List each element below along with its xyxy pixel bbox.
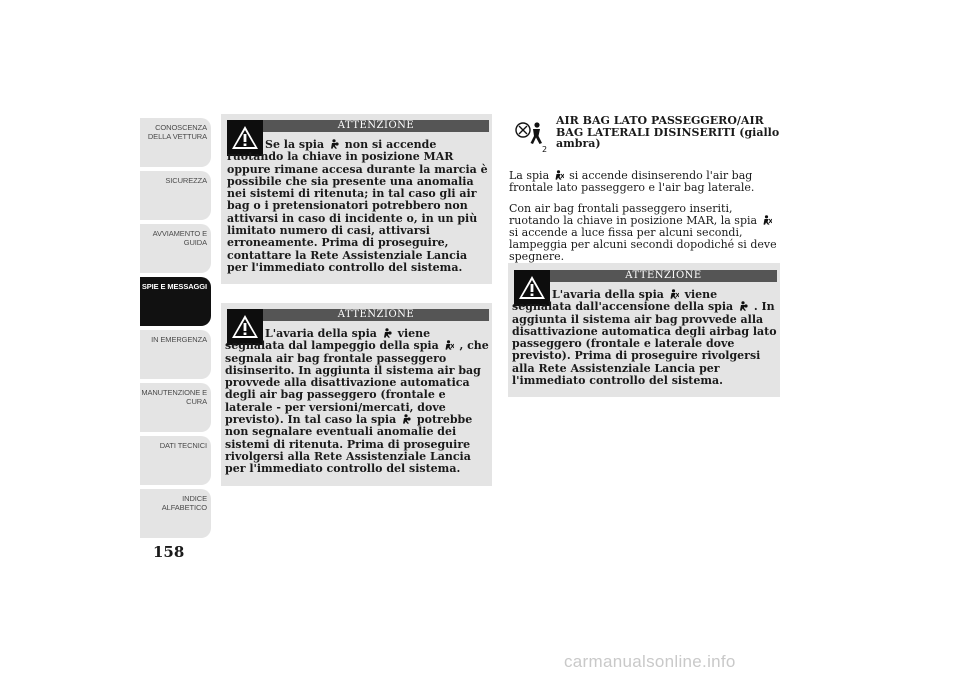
tab-manutenzione[interactable]: MANUTENZIONE E CURA <box>140 383 211 432</box>
warning-header: ATTENZIONE <box>263 309 489 321</box>
tab-indice[interactable]: INDICE ALFABETICO <box>140 489 211 538</box>
tab-emergenza[interactable]: IN EMERGENZA <box>140 330 211 379</box>
tab-avviamento[interactable]: AVVIAMENTO E GUIDA <box>140 224 211 273</box>
passenger-airbag-off-icon <box>670 289 679 299</box>
warning-text-1: Se la spia non si accende ruotando la chiave in posizione MAR oppure rimane accesa durante la marcia è possibile che sia presente una anomalia nei sistemi di ritenuta; in tal caso gli air bag o i pretensionatori potrebbero non attivarsi in caso di incidente o, in un più limitato numero di casi, attivarsi erroneamente. Prima di proseguire, contattare la Rete Assistenziale Lancia per l'immediato controllo del sistema. <box>227 138 488 274</box>
watermark: carmanualsonline.info <box>564 652 736 671</box>
section-paragraph-1: La spia si accende disinserendo l'air bag frontale lato passeggero e l'air bag laterale. <box>509 169 755 194</box>
airbag-lamp-icon <box>739 301 748 311</box>
warning-text-3: L'avaria della spia viene segnalata dall'accensione della spia . In aggiunta il sistema air bag provvede alla disattivazione automatica degli airbag lato passeggero (frontale e laterale dove previsto). Prima di proseguire rivolgersi alla Rete Assistenziale Lancia per l'immediato controllo del sistema. <box>512 288 777 388</box>
warning-box-2 <box>221 303 492 486</box>
passenger-airbag-off-icon <box>763 215 772 225</box>
tab-sicurezza[interactable]: SICUREZZA <box>140 171 211 220</box>
svg-text:2: 2 <box>542 145 548 154</box>
page-number: 158 <box>153 543 185 561</box>
section-paragraph-2: Con air bag frontali passeggero inseriti, ruotando la chiave in posizione MAR, la spia si accende a luce fissa per alcuni secondi, lampeggia per alcuni secondi dopodiché si deve spegnere. <box>509 202 777 263</box>
section-title: AIR BAG LATO PASSEGGERO/AIR BAG LATERALI DISINSERITI (giallo ambra) <box>556 114 780 150</box>
warning-header: ATTENZIONE <box>263 120 489 132</box>
warning-header: ATTENZIONE <box>550 270 777 282</box>
passenger-airbag-off-lamp-icon <box>509 118 551 156</box>
airbag-lamp-icon <box>402 414 411 424</box>
warning-box-1 <box>221 114 492 284</box>
passenger-airbag-off-icon <box>445 340 454 350</box>
warning-box-3 <box>508 263 780 397</box>
passenger-airbag-off-icon <box>555 170 564 180</box>
warning-text-2: L'avaria della spia viene segnalata dal lampeggio della spia , che segnala air bag frontale passeggero disinserito. In aggiunta il sistema air bag provvede alla disattivazione automatica degli air bag passeggero (frontale e laterale - per versioni/mercati, dove previsto). In tal caso la spia potrebbe non segnalare eventuali anomalie dei sistemi di ritenuta. Prima di proseguire rivolgersi alla Rete Assistenziale Lancia per l'immediato controllo del sistema. <box>225 327 489 476</box>
airbag-lamp-icon <box>383 328 392 338</box>
tab-spie-messaggi[interactable]: SPIE E MESSAGGI <box>140 277 211 326</box>
airbag-lamp-icon <box>330 139 339 149</box>
tab-conoscenza[interactable]: CONOSCENZA DELLA VETTURA <box>140 118 211 167</box>
tab-dati-tecnici[interactable]: DATI TECNICI <box>140 436 211 485</box>
